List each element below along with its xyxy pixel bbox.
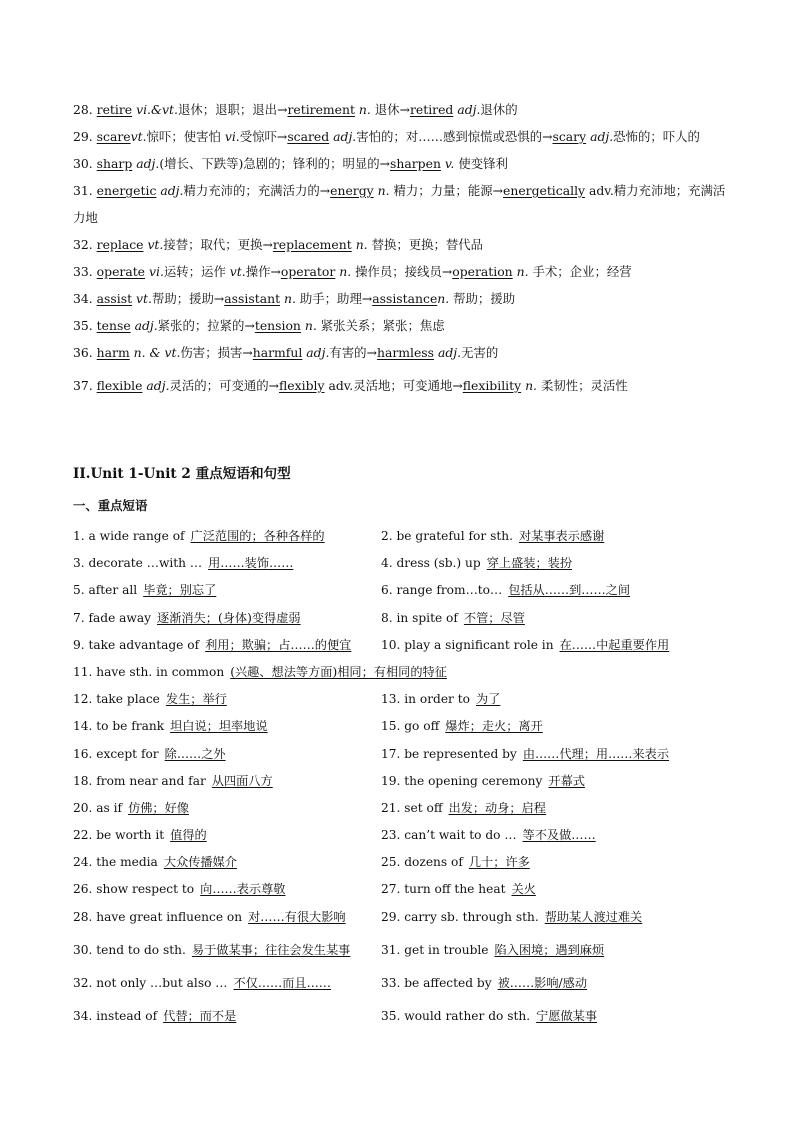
derived-word: tension [254, 318, 301, 333]
phrase-answer: 在……中起重要作用 [559, 637, 670, 652]
phrase-row: 14. to be frank 坦白说；坦率地说 15. go off 爆炸；走火；离开 [73, 719, 543, 734]
phrase-answer: 穿上盛装；装扮 [486, 556, 573, 571]
phrase-answer: 出发；动身；启程 [448, 800, 546, 815]
derived-word: flexibly [279, 378, 325, 393]
phrase-row: 32. not only …but also … 不仅……而且…… 33. be affected by 被……影响/感动 [73, 975, 588, 990]
phrase-answer: 不仅……而且…… [233, 975, 331, 990]
phrase-answer: 逐渐消失；(身体)变得虚弱 [157, 610, 301, 625]
derived-word: harmless [376, 345, 435, 360]
phrase-row: 34. instead of 代替；而不是 35. would rather do sth. 宁愿做某事 [73, 1008, 598, 1023]
phrase-answer: 仿佛；好像 [128, 800, 189, 815]
phrase-row: 18. from near and far 从四面八方 19. the opening ceremony 开幕式 [73, 773, 585, 788]
derived-word: energetically [503, 183, 586, 198]
phrase-answer: 帮助某人渡过难关 [544, 909, 643, 924]
phrase-row: 1. a wide range of 广泛范围的；各种各样的 2. be grateful for sth. 对某事表示感谢 [73, 529, 605, 543]
phrase-answer: 向……表示尊敬 [200, 882, 286, 897]
phrase-row: 11. have sth. in common (兴趣、想法等方面)相同；有相同的特征 [73, 664, 447, 679]
phrase-row: 9. take advantage of 利用；欺骗；占……的便宜 10. play a significant role in 在……中起重要作用 [73, 637, 670, 652]
derived-word: scared [287, 129, 330, 144]
vocab-entry-31: 31. energetic adj.精力充沛的；充满活力的→energy n. 精力；力量；能源→energetically adv.精力充沛地；充满活力地 [73, 183, 726, 225]
vocab-entry-29: 29. scarevt.惊吓；使害怕 vi.受惊吓→scared adj.害怕的；对……感到惊慌或恐惧的→scary adj.恐怖的；吓人的 [73, 129, 700, 144]
phrase-answer: 为了 [476, 692, 501, 707]
derived-word: retirement [287, 102, 355, 117]
phrase-answer: 从四面八方 [211, 773, 273, 788]
headword: tense [96, 318, 131, 333]
phrase-row: 3. decorate …with … 用……装饰…… 4. dress (sb.) up 穿上盛装；装扮 [73, 556, 573, 571]
derived-word: replacement [272, 237, 352, 252]
vocab-entry-33: 33. operate vi.运转；运作 vt.操作→operator n. 操作员；接线员→operation n. 手术；企业；经营 [73, 264, 632, 279]
headword: energetic [96, 183, 157, 198]
phrase-answer: 代替；而不是 [163, 1008, 237, 1023]
phrase-row: 22. be worth it 值得的 23. can’t wait to do … 等不及做…… [73, 828, 596, 843]
phrase-answer: (兴趣、想法等方面)相同；有相同的特征 [230, 664, 447, 679]
headword: harm [96, 345, 130, 360]
phrase-answer: 包括从……到……之间 [508, 583, 631, 598]
vocab-entry-36: 36. harm n. & vt.伤害；损害→harmful adj.有害的→harmless adj.无害的 [73, 345, 499, 360]
derived-word: scary [552, 129, 587, 144]
vocab-entry-32: 32. replace vt.接替；取代；更换→replacement n. 替换；更换；替代品 [73, 237, 484, 252]
derived-word: assistance [372, 291, 438, 306]
phrase-row: 28. have great influence on 对……有很大影响 29. carry sb. through sth. 帮助某人渡过难关 [73, 909, 643, 924]
derived-word: assistant [224, 291, 281, 306]
phrase-answer: 陷入困境；遇到麻烦 [494, 942, 605, 957]
derived-word: sharpen [390, 156, 441, 171]
phrase-answer: 宁愿做某事 [536, 1008, 598, 1023]
phrase-row: 16. except for 除……之外 17. be represented by 由……代理；用……来表示 [73, 746, 670, 761]
phrase-answer: 值得的 [170, 828, 207, 843]
phrase-answer: 爆炸；走火；离开 [445, 719, 543, 734]
phrase-answer: 毕竟；别忘了 [143, 583, 217, 598]
headword: retire [96, 102, 133, 117]
phrase-row: 20. as if 仿佛；好像 21. set off 出发；动身；启程 [73, 800, 546, 815]
phrase-answer: 对某事表示感谢 [518, 529, 605, 543]
phrase-answer: 用……装饰…… [208, 556, 294, 571]
phrase-row: 26. show respect to 向……表示尊敬 27. turn off the heat 关火 [73, 882, 536, 897]
phrase-row: 7. fade away 逐渐消失；(身体)变得虚弱 8. in spite of 不管；尽管 [73, 610, 525, 625]
phrase-answer: 除……之外 [164, 746, 226, 761]
headword: assist [96, 291, 133, 306]
phrase-list [73, 524, 733, 1031]
derived-word: retired [409, 102, 454, 117]
phrase-answer: 易于做某事；往往会发生某事 [191, 942, 351, 957]
vocab-entry-30: 30. sharp adj.(增长、下跌等)急剧的；锋利的；明显的→sharpen v. 使变锋利 [73, 156, 508, 171]
headword: replace [96, 237, 144, 252]
phrase-answer: 几十；许多 [468, 855, 530, 870]
vocab-entry-28: 28. retire vi.&vt.退休；退职；退出→retirement n. 退休→retired adj.退休的 [73, 102, 518, 117]
phrase-answer: 发生；举行 [165, 692, 227, 707]
vocabulary-list [73, 96, 728, 399]
headword: sharp [96, 156, 133, 171]
phrase-answer: 广泛范围的；各种各样的 [190, 529, 325, 543]
headword: operate [96, 264, 146, 279]
phrase-answer: 等不及做…… [522, 828, 596, 843]
section-title: II.Unit 1-Unit 2 重点短语和句型 [73, 466, 291, 482]
headword: scare [96, 129, 131, 144]
phrase-answer: 被……影响/感动 [497, 975, 588, 990]
phrase-answer: 不管；尽管 [463, 610, 525, 625]
vocab-entry-34: 34. assist vt.帮助；援助→assistant n. 助手；助理→assistancen. 帮助；援助 [73, 291, 516, 306]
vocab-entry-35: 35. tense adj.紧张的；拉紧的→tension n. 紧张关系；紧张；焦虑 [73, 318, 445, 333]
derived-word: harmful [252, 345, 303, 360]
phrase-row: 5. after all 毕竟；别忘了 6. range from…to… 包括从……到……之间 [73, 583, 631, 598]
phrase-answer: 坦白说；坦率地说 [170, 719, 268, 734]
section-subtitle: 一、重点短语 [73, 498, 148, 513]
phrase-row: 30. tend to do sth. 易于做某事；往往会发生某事 31. get in trouble 陷入困境；遇到麻烦 [73, 942, 605, 957]
headword: flexible [96, 378, 143, 393]
phrase-answer: 由……代理；用……来表示 [522, 746, 670, 761]
phrase-answer: 利用；欺骗；占……的便宜 [205, 637, 352, 652]
derived-word: flexibility [462, 378, 522, 393]
derived-word: operator [280, 264, 336, 279]
phrase-answer: 大众传播媒介 [163, 855, 237, 870]
phrase-answer: 对……有很大影响 [248, 909, 346, 924]
phrase-row: 24. the media 大众传播媒介 25. dozens of 几十；许多 [73, 855, 530, 870]
phrase-answer: 开幕式 [548, 773, 585, 788]
phrase-answer: 关火 [511, 882, 536, 897]
derived-word: energy [330, 183, 374, 198]
vocab-entry-37: 37. flexible adj.灵活的；可变通的→flexibly adv.灵活地；可变通地→flexibility n. 柔韧性；灵活性 [73, 378, 628, 393]
phrase-row: 12. take place 发生；举行 13. in order to 为了 [73, 692, 501, 707]
derived-word: operation [452, 264, 513, 279]
